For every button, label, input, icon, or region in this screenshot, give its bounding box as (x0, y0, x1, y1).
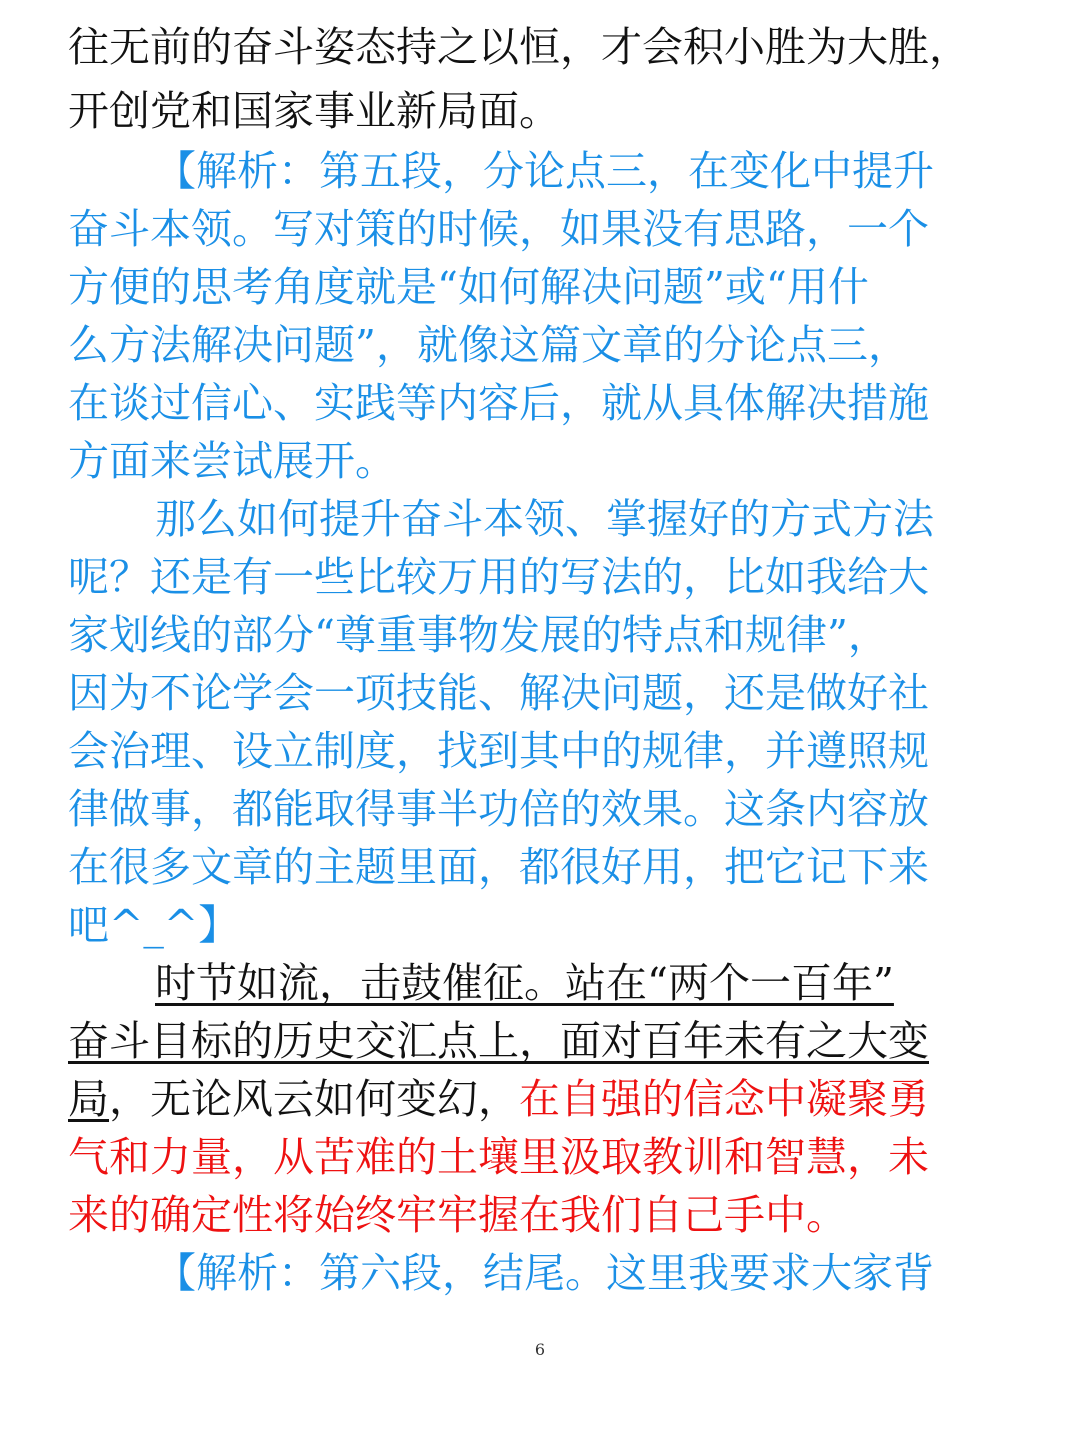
underlined-fragment: 局 (68, 1075, 109, 1123)
analysis-line-3: 方便的思考角度就是“如何解决问题”或“用什 (68, 263, 869, 311)
analysis-line-10: 因为不论学会一项技能、解决问题，还是做好社 (68, 669, 929, 717)
underlined-line-2: 奋斗目标的历史交汇点上，面对百年未有之大变 (68, 1017, 929, 1065)
analysis-line-1: 【解析：第五段，分论点三，在变化中提升 (155, 147, 934, 195)
highlight-fragment: 在自强的信念中凝聚勇 (519, 1075, 929, 1123)
analysis-line-2: 奋斗本领。写对策的时候，如果没有思路，一个 (68, 205, 929, 253)
analysis-line-11: 会治理、设立制度，找到其中的规律，并遵照规 (68, 727, 929, 775)
page-number: 6 (534, 1340, 546, 1359)
plain-fragment: ，无论风云如何变幻， (109, 1075, 519, 1123)
analysis-line-14: 吧^_^】 (68, 901, 240, 949)
text-line-2: 开创党和国家事业新局面。 (68, 87, 560, 135)
analysis-line-8: 呢？还是有一些比较万用的写法的，比如我给大 (68, 553, 929, 601)
mixed-line (68, 1070, 1018, 1128)
text-line-1: 往无前的奋斗姿态持之以恒，才会积小胜为大胜， (68, 23, 970, 71)
analysis-line-5: 在谈过信心、实践等内容后，就从具体解决措施 (68, 379, 929, 427)
analysis-line-15: 【解析：第六段，结尾。这里我要求大家背 (155, 1249, 934, 1297)
analysis-line-7: 那么如何提升奋斗本领、掌握好的方式方法 (155, 495, 934, 543)
highlight-line-2: 来的确定性将始终牢牢握在我们自己手中。 (68, 1191, 847, 1239)
analysis-line-12: 律做事，都能取得事半功倍的效果。这条内容放 (68, 785, 929, 833)
analysis-line-13: 在很多文章的主题里面，都很好用，把它记下来 (68, 843, 929, 891)
analysis-line-9: 家划线的部分“尊重事物发展的特点和规律”， (68, 611, 889, 659)
underlined-line-1: 时节如流，击鼓催征。站在“两个一百年” (155, 959, 894, 1007)
highlight-line-1: 气和力量，从苦难的土壤里汲取教训和智慧，未 (68, 1133, 929, 1181)
analysis-line-6: 方面来尝试展开。 (68, 437, 396, 485)
analysis-line-4: 么方法解决问题”，就像这篇文章的分论点三， (68, 321, 909, 369)
